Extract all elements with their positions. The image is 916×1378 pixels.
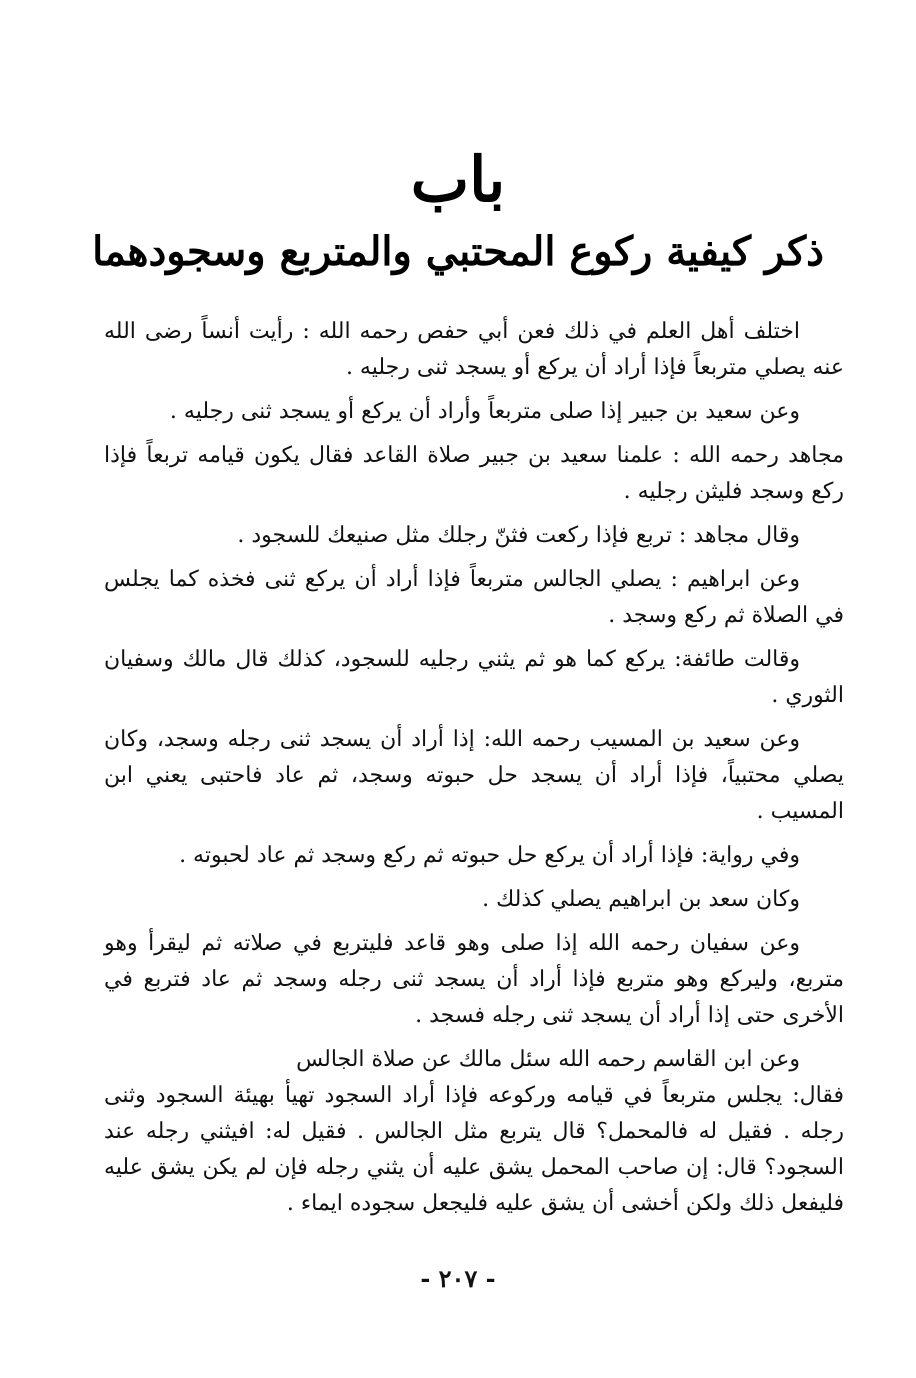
paragraph: وعن ابراهيم : يصلي الجالس متربعاً فإذا أراد أن يركع ثنى فخذه كما يجلس في الصلاة ثم ركع وسجد . bbox=[104, 567, 844, 628]
body-text bbox=[104, 314, 844, 1230]
paragraph: وعن ابن القاسم رحمه الله سئل مالك عن صلاة الجالس bbox=[296, 1047, 800, 1072]
paragraph: وعن سفيان رحمه الله إذا صلى وهو قاعد فليتربع في صلاته ثم ليقرأ وهو متربع، وليركع وهو متربع فإذا أراد أن يسجد ثنى رجله وسجد ثم عاد فتربع في الأخرى حتى إذا أراد أن يسجد ثنى رجله فسجد . bbox=[104, 931, 844, 1028]
chapter-title: ذكر كيفية ركوع المحتبي والمتربع وسجودهما bbox=[92, 228, 824, 275]
page-number: - ٢٠٧ - bbox=[420, 1264, 496, 1293]
paragraph: فقال: يجلس متربعاً في قيامه وركوعه فإذا أراد السجود تهيأ بهيئة السجود وثنى رجله . فقيل له فالمحمل؟ قال يتربع مثل الجالس . فقيل له: افيثني رجله عند السجود؟ قال: إن صاحب المحمل يشق عليه أن يثني رجله فإن لم يكن يشق عليه فليفعل ذلك ولكن أخشى أن يشق عليه فليجعل سجوده ايماء . bbox=[104, 1083, 844, 1216]
paragraph: وعن سعيد بن جبير إذا صلى متربعاً وأراد أن يركع أو يسجد ثنى رجليه . bbox=[169, 399, 800, 424]
paragraph: وعن سعيد بن المسيب رحمه الله: إذا أراد أن يسجد ثنى رجله وسجد، وكان يصلي محتبياً، فإذا أراد أن يسجد حل حبوته وسجد، ثم عاد فاحتبى يعني ابن المسيب . bbox=[104, 727, 844, 824]
paragraph: اختلف أهل العلم في ذلك فعن أبي حفص رحمه الله : رأيت أنساً رضى الله عنه يصلي متربعاً فإذا أراد أن يركع أو يسجد ثنى رجليه . bbox=[104, 319, 844, 380]
paragraph: وكان سعد بن ابراهيم يصلي كذلك . bbox=[482, 887, 800, 912]
paragraph: مجاهد رحمه الله : علمنا سعيد بن جبير صلاة القاعد فقال يكون قيامه تربعاً فإذا ركع وسجد فليثن رجليه . bbox=[104, 443, 844, 504]
paragraph: وقالت طائفة: يركع كما هو ثم يثني رجليه للسجود، كذلك قال مالك وسفيان الثوري . bbox=[104, 647, 844, 708]
chapter-word: باب bbox=[410, 143, 506, 216]
paragraph: وقال مجاهد : تربع فإذا ركعت فثنّ رجلك مثل صنيعك للسجود . bbox=[237, 523, 800, 548]
paragraph: وفي رواية: فإذا أراد أن يركع حل حبوته ثم ركع وسجد ثم عاد لحبوته . bbox=[179, 843, 800, 868]
